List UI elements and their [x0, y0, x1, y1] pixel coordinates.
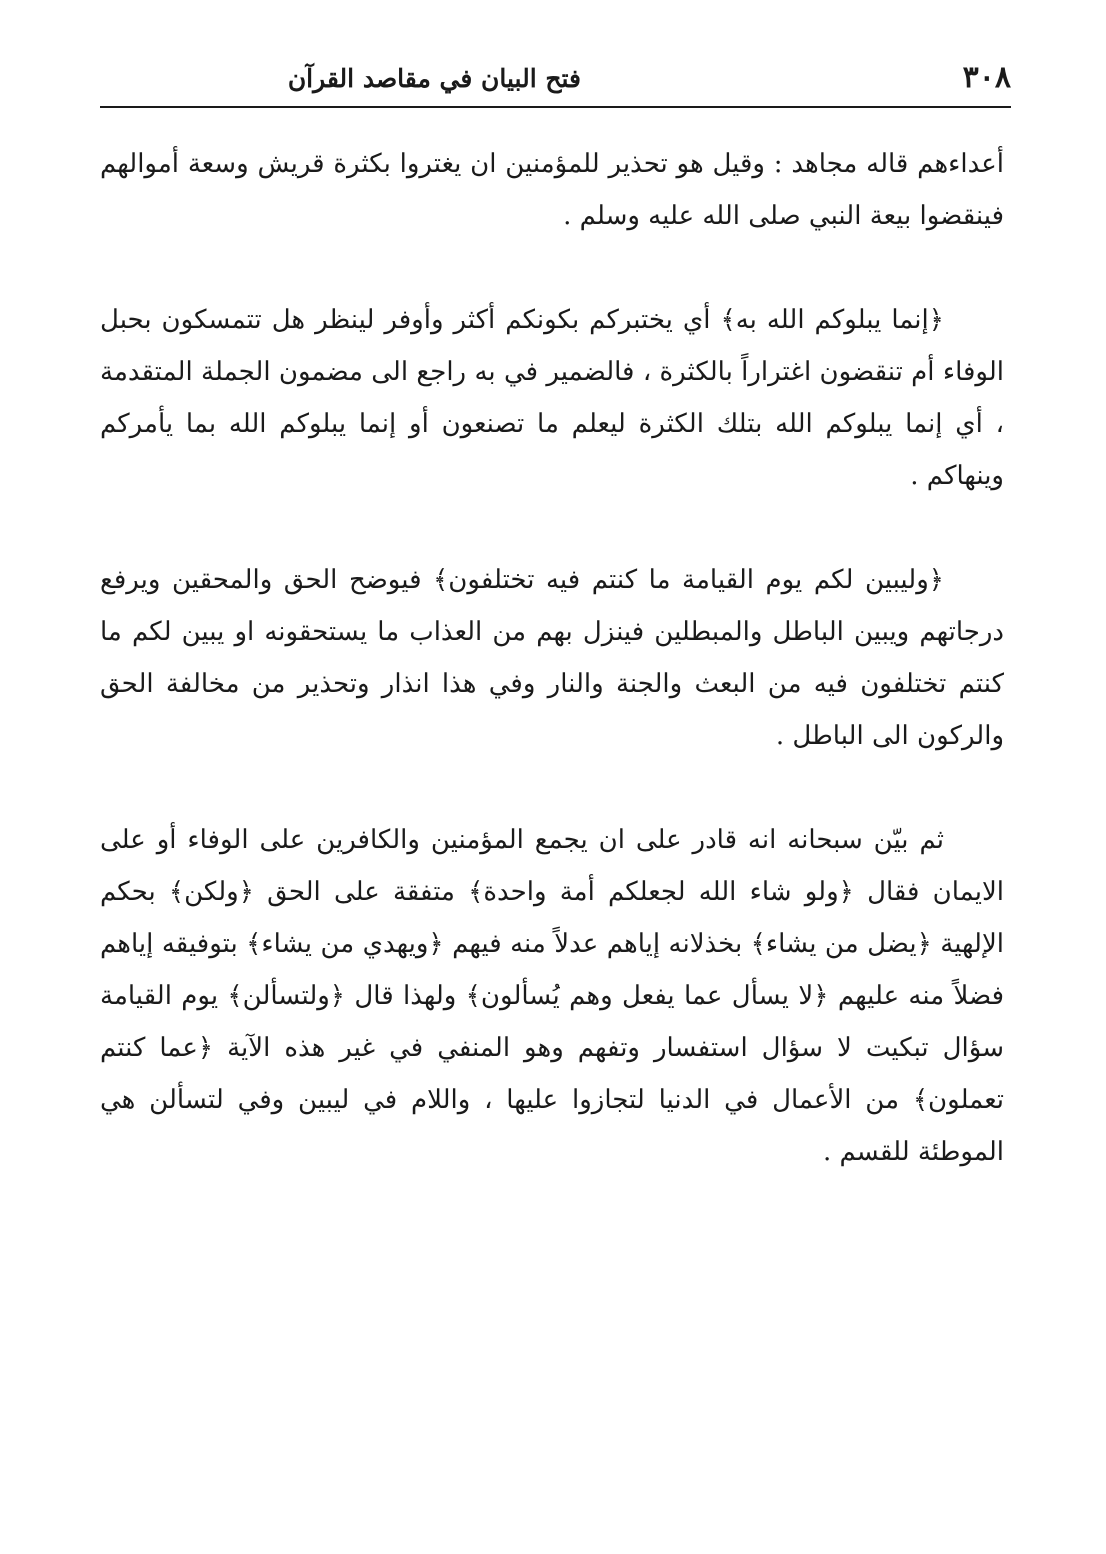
body-text — [100, 138, 1004, 1230]
header-divider — [100, 106, 1011, 108]
running-title: فتح البيان في مقاصد القرآن — [287, 64, 581, 93]
paragraph: أعداءهم قاله مجاهد : وقيل هو تحذير للمؤمنين ان يغتروا بكثرة قريش وسعة أموالهم فينقضوا بيعة النبي صلى الله عليه وسلم . — [100, 149, 1004, 231]
page-number: ٣٠٨ — [962, 60, 1011, 95]
paragraph: ﴿وليبين لكم يوم القيامة ما كنتم فيه تختلفون﴾ فيوضح الحق والمحقين ويرفع درجاتهم ويبين الباطل والمبطلين فينزل بهم من العذاب ما يستحقونه او يبين لكم ما كنتم تختلفون فيه من البعث والجنة والنار وفي هذا انذار وتحذير من مخالفة الحق والركون الى الباطل . — [100, 565, 1004, 751]
page-header — [100, 58, 1011, 104]
paragraph: ثم بيّن سبحانه انه قادر على ان يجمع المؤمنين والكافرين على الوفاء أو على الايمان فقال ﴿ولو شاء الله لجعلكم أمة واحدة﴾ متفقة على الحق ﴿ولكن﴾ بحكم الإلهية ﴿يضل من يشاء﴾ بخذلانه إياهم عدلاً منه فيهم ﴿ويهدي من يشاء﴾ بتوفيقه إياهم فضلاً منه عليهم ﴿لا يسأل عما يفعل وهم يُسألون﴾ ولهذا قال ﴿ولتسألن﴾ يوم القيامة سؤال تبكيت لا سؤال استفسار وتفهم وهو المنفي في غير هذه الآية ﴿عما كنتم تعملون﴾ من الأعمال في الدنيا لتجازوا عليها ، واللام في ليبين وفي لتسألن هي الموطئة للقسم . — [100, 825, 1004, 1167]
paragraph: ﴿إنما يبلوكم الله به﴾ أي يختبركم بكونكم أكثر وأوفر لينظر هل تتمسكون بحبل الوفاء أم تنقضون اغتراراً بالكثرة ، فالضمير في به راجع الى مضمون الجملة المتقدمة ، أي إنما يبلوكم الله بتلك الكثرة ليعلم ما تصنعون أو إنما يبلوكم الله بما يأمركم وينهاكم . — [100, 305, 1004, 491]
